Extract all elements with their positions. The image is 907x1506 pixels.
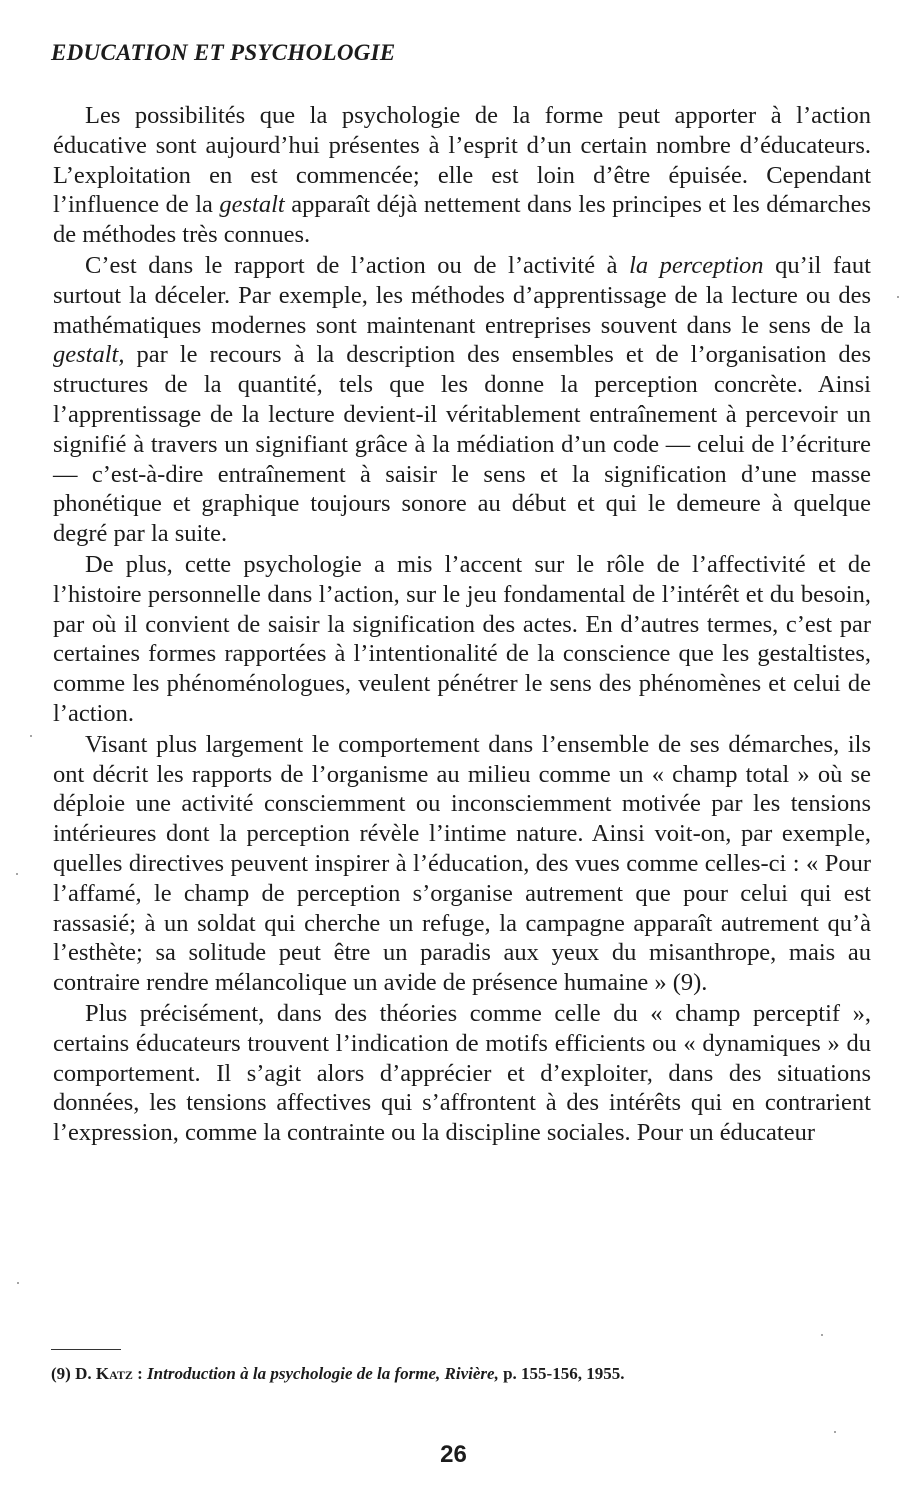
paragraph-2: C’est dans le rapport de l’action ou de l’activité à la perception qu’il faut surtout la déceler. Par exemple, les méthodes d’apprentissage de la lecture ou des mathématiques modernes sont maintenant entreprises souvent dans le sens de la gestalt, par le recours à la description des ensembles et de l’organisation des structures de la quantité, tels que les donne la perception concrète. Ainsi l’apprentissage de la lecture devient-il véritablement entraînement à percevoir un signifié à travers un signifiant grâce à la médiation d’un code — celui de l’écriture — c’est-à-dire entraînement à saisir le sens et la signification d’une masse phonétique et graphique toujours sonore au début et qui le demeure à quelque degré par la suite. — [53, 251, 871, 548]
footnote-pages: p. 155-156, 1955. — [498, 1364, 625, 1383]
paragraph-1: Les possibilités que la psychologie de la forme peut apporter à l’action éducative sont aujourd’hui présentes à l’esprit d’un certain nombre d’éducateurs. L’exploitation en est commencée; elle est loin d’être épuisée. Cependant l’influence de la gestalt apparaît déjà nettement dans les principes et les démarches de méthodes très connues. — [53, 102, 872, 249]
paragraph-4: Visant plus largement le comportement dans l’ensemble de ses démarches, ils ont décrit les rapports de l’organisme au milieu comme un « champ total » où se déploie une activité consciemment ou inconsciemment motivée par les tensions intérieures dont la perception révèle l’intime nature. Ainsi voit-on, par exemple, quelles directives peuvent inspirer à l’éducation, des vues comme celles-ci : « Pour l’affamé, le champ de perception s’organise autrement que pour celui qui est rassasié; à un soldat qui cherche un refuge, la campagne apparaît autrement qu’à l’esthète; sa solitude peut être un paradis aux yeux du misanthrope, mais au contraire rendre mélancolique un avide de présence humaine » (9). — [53, 730, 871, 997]
body-text — [53, 101, 871, 1149]
footnote-publisher: Rivière, — [440, 1364, 499, 1383]
paper-speck — [821, 1334, 823, 1336]
paper-speck — [30, 735, 32, 737]
page-number: 26 — [440, 1441, 467, 1468]
paper-speck — [897, 296, 899, 298]
paper-speck — [16, 873, 18, 875]
footnote-title: Introduction à la psychologie de la forme, — [147, 1364, 441, 1383]
paper-speck — [17, 1282, 19, 1284]
footnote-author: D. Katz — [75, 1364, 133, 1383]
footnote-marker: (9) — [51, 1364, 71, 1383]
paragraph-5: Plus précisément, dans des théories comme celle du « champ perceptif », certains éducateurs trouvent l’indication de motifs efficients ou « dynamiques » du comportement. Il s’agit alors d’apprécier et d’exploiter, dans des situations données, les tensions affectives qui s’affrontent à des intérêts qui en contrarient l’expression, comme la contrainte ou la discipline sociales. Pour un éducateur — [53, 999, 871, 1147]
running-head: EDUCATION ET PSYCHOLOGIE — [51, 40, 396, 65]
paper-speck — [834, 1431, 836, 1433]
footnote-divider — [51, 1349, 121, 1350]
footnote: (9) D. Katz : Introduction à la psychologie de la forme, Rivière, p. 155-156, 1955. — [51, 1364, 625, 1383]
paragraph-3: De plus, cette psychologie a mis l’accent sur le rôle de l’affectivité et de l’histoire personnelle dans l’action, sur le jeu fondamental de l’intérêt et du besoin, par où il convient de saisir la signification des actes. En d’autres termes, c’est par certaines formes rapportées à l’intentionalité de la conscience que les gestaltistes, comme les phénoménologues, veulent pénétrer le sens des phénomènes et celui de l’action. — [53, 550, 871, 727]
